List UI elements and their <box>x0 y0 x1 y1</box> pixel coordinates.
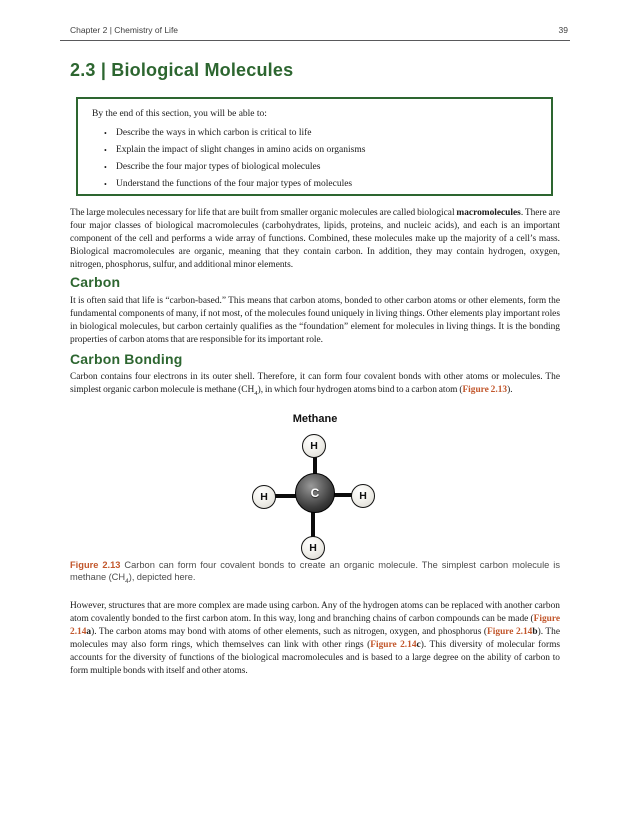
page-header <box>60 25 570 41</box>
paragraph-carbon: It is often said that life is “carbon-based.” This means that carbon atoms, bonded to other carbon atoms or other elements, form the fundamental components of many, if not most, of the molecules found uniquely in living things. Other elements play important roles in biological molecules, but carbon certainly qualifies as the “foundation” element for molecules in living things. It is the bonding properties of carbon atoms that are responsible for its important role. <box>70 296 560 345</box>
paragraph-complex-structures: However, structures that are more complex are made using carbon. Any of the hydrogen atoms can be replaced with another carbon atom covalently bonded to the first carbon atom. In this way, long and branching chains of carbon compounds can be made (Figure 2.14a). The carbon atoms may bond with atoms of other elements, such as nitrogen, oxygen, and phosphorus (Figure 2.14b). The molecules may also form rings, which themselves can link with other rings (Figure 2.14c). This diversity of molecular forms accounts for the diversity of functions of the biological macromolecules and is based to a large degree on the ability of carbon to form multiple bonds with itself and other atoms. <box>70 601 561 676</box>
learning-objectives-box <box>76 97 553 196</box>
figure-cross-reference-link[interactable]: Figure 2.14 <box>370 640 417 650</box>
objective-item <box>92 128 539 140</box>
figure-cross-reference-link[interactable]: Figure 2.14 <box>487 627 533 637</box>
paragraph-intro: The large molecules necessary for life that are built from smaller organic molecules are called biological macromolecules. There are four major classes of biological macromolecules (carbohydrates, lipids, proteins, and nucleic acids), and each is an important component of the cell and performs a wide array of functions. Combined, these molecules make up the majority of a cell’s mass. Biological macromolecules are organic, meaning that they contain carbon. In addition, they may contain hydrogen, oxygen, nitrogen, phosphorus, sulfur, and additional minor elements. <box>70 208 560 270</box>
figure-caption: Figure 2.13 Carbon can form four covalent bonds to create an organic molecule. The simplest carbon molecule is methane $(CH_4)$, depicted here. <box>70 560 560 585</box>
objectives-list <box>92 128 539 191</box>
hydrogen-atom-left: H <box>252 485 276 509</box>
figure-letter-suffix: a <box>86 627 92 637</box>
figure-cross-reference-link[interactable]: Figure 2.13 <box>70 560 121 570</box>
paragraph-carbon-bonding: Carbon contains four electrons in its outer shell. Therefore, it can form four covalent bonds with other atoms or molecules. The simplest organic carbon molecule is methane $(CH_4)$, in which four hydrogen atoms bind to a carbon atom (Figure 2.13). <box>70 372 560 397</box>
page-number: 39 <box>558 25 568 35</box>
bullet-icon: • <box>104 163 107 172</box>
figure-letter-suffix: b <box>532 627 538 637</box>
objectives-intro: By the end of this section, you will be able to: <box>92 109 267 119</box>
objective-item <box>92 179 539 191</box>
objective-item <box>92 145 539 157</box>
figure-letter-suffix: c <box>416 640 421 650</box>
figure-cross-reference-link[interactable]: Figure 2.14 <box>70 614 560 637</box>
objective-text: Describe the ways in which carbon is critical to life <box>116 128 312 138</box>
section-title: 2.3 | Biological Molecules <box>70 60 294 80</box>
objective-text: Describe the four major types of biological molecules <box>116 162 321 172</box>
hydrogen-atom-bottom: H <box>301 536 325 560</box>
bullet-icon: • <box>104 129 107 138</box>
heading-carbon-bonding: Carbon Bonding <box>70 351 183 367</box>
running-head: Chapter 2 | Chemistry of Life <box>70 25 179 35</box>
hydrogen-atom-top: H <box>302 434 326 458</box>
subscript: 4 <box>254 389 258 397</box>
subscript: 4 <box>125 577 129 585</box>
bullet-icon: • <box>104 146 107 155</box>
hydrogen-atom-right: H <box>351 484 375 508</box>
figure-title: Methane <box>292 413 338 425</box>
objective-text: Explain the impact of slight changes in amino acids on organisms <box>116 145 366 155</box>
bold-term: macromolecules <box>456 208 521 218</box>
objective-item <box>92 162 539 174</box>
methane-molecule-diagram <box>240 430 390 565</box>
heading-carbon: Carbon <box>70 274 121 290</box>
bullet-icon: • <box>104 180 107 189</box>
carbon-atom: C <box>295 473 335 513</box>
figure-cross-reference-link[interactable]: Figure 2.13 <box>462 385 508 395</box>
objective-text: Understand the functions of the four major types of molecules <box>116 179 353 189</box>
